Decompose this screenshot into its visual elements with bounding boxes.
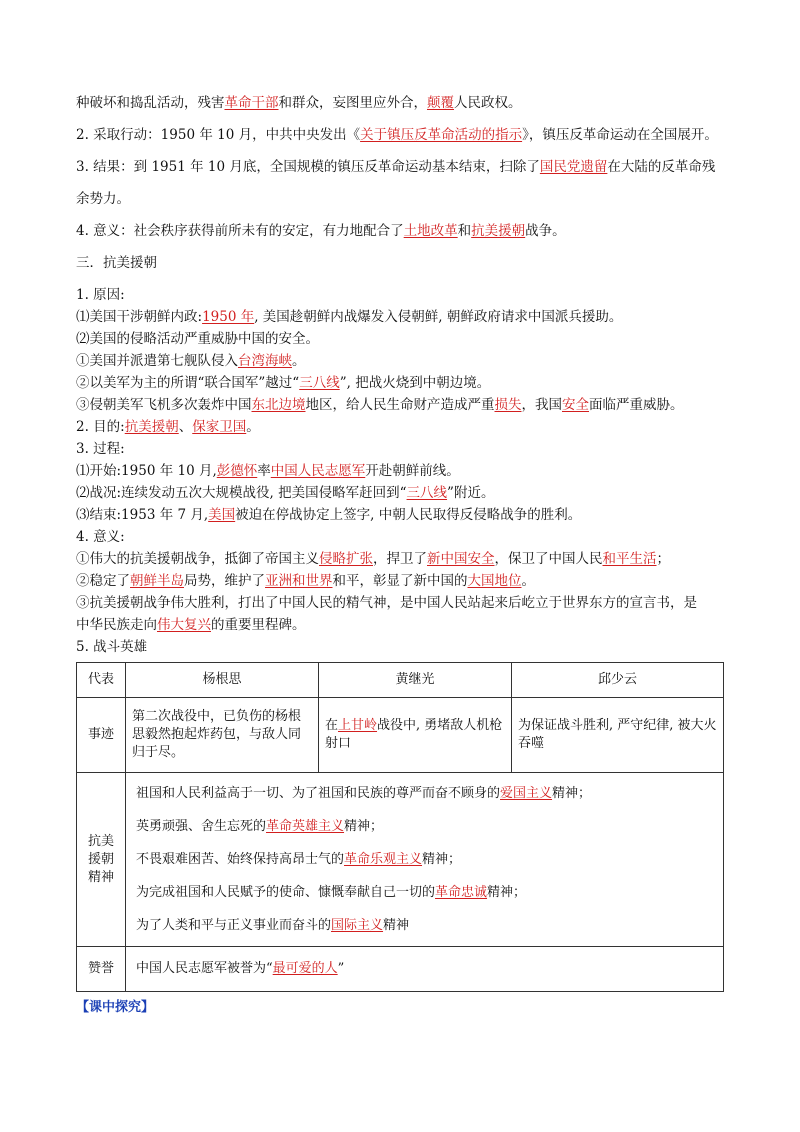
answer-blank: 国际主义 [331,918,384,933]
text: 地区，给人民生命财产造成严重 [305,397,495,413]
text: 种破坏和捣乱活动，残害 [76,95,225,111]
table-cell: 邱少云 [512,663,724,698]
answer-blank: 革命忠诚 [435,885,488,900]
text-line [76,504,726,526]
table-row [77,698,724,773]
answer-blank: 伟大复兴 [157,617,211,633]
text: 局势，维护了 [184,573,265,589]
text-line [76,220,726,242]
answer-blank: 爱国主义 [500,786,553,801]
table-row [77,947,724,992]
text-line [76,614,726,636]
table-cell: 为保证战斗胜利, 严守纪律, 被大火吞噬 [512,698,724,773]
table-row [77,773,724,947]
table-cell: 杨根思 [126,663,319,698]
answer-blank: 革命干部 [224,95,279,111]
answer-blank: 台湾海峡 [238,353,292,369]
text: 精神； [487,885,527,900]
text: ，我国 [521,397,562,413]
text-line [76,92,726,114]
table-cell: 黄继光 [319,663,512,698]
text: 在大陆的反革命残 [607,159,716,175]
text: , 美国趁朝鲜内战爆发入侵朝鲜, 朝鲜政府请求中国派兵援助。 [254,309,623,325]
answer-blank: 保家卫国 [192,419,247,435]
subheading-heroes: 5. 战斗英雄 [76,639,148,655]
answer-blank: 上甘岭 [338,718,378,733]
text-line [76,548,726,570]
text: ⑴开始:1950 年 10 月, [76,463,217,479]
text: 中华民族走向 [76,617,157,633]
text-line [76,124,726,146]
spirit-line [136,843,717,876]
heroes-table [76,662,724,992]
text: ； [656,551,670,567]
answer-blank: 1950 年 [202,309,255,325]
text: ⑶结束:1953 年 7 月, [76,507,209,523]
spirit-line [136,810,717,843]
answer-blank: 大国地位 [467,573,522,589]
text: 和 [457,223,472,239]
text: 面临严重威胁。 [589,397,684,413]
text-line [76,482,726,504]
text: ②稳定了 [76,573,130,589]
text-line [76,156,726,178]
text: 被迫在停战协定上签字, 中朝人民取得反侵略战争的胜利。 [235,507,582,523]
answer-blank: 损失 [494,397,522,413]
subheading-cause: 1. 原因: [76,287,125,303]
text-line [76,394,726,416]
document-page [76,92,726,1015]
text-line [76,350,726,372]
table-cell: 赞誉 [77,947,126,992]
answer-blank: 三八线 [406,485,448,501]
answer-blank: 新中国安全 [427,551,495,567]
text: 。 [292,353,306,369]
text: 率 [257,463,271,479]
text-line [76,570,726,592]
table-cell [126,773,724,947]
answer-blank: 革命英雄主义 [266,819,345,834]
text: 2. 采取行动：1950 年 10 月，中共中央发出《 [76,127,361,143]
text: 精神； [552,786,592,801]
table-cell: 第二次战役中，已负伤的杨根思毅然抱起炸药包，与敌人同归于尽。 [126,698,319,773]
answer-blank: 东北边境 [251,397,306,413]
text: ①伟大的抗美援朝战争，抵御了帝国主义 [76,551,319,567]
answer-blank: 中国人民志愿军 [270,463,366,479]
text: 战役中, 勇堵敌人机枪射口 [325,718,503,751]
text: 4. 意义：社会秩序获得前所未有的安定，有力地配合了 [76,223,404,239]
text: 的重要里程碑。 [211,617,306,633]
text: 为完成祖国和人民赋予的使命、慷慨奉献自己一切的 [136,885,436,900]
text: 战争。 [525,223,566,239]
text-line [76,372,726,394]
table-cell: 抗美援朝精神 [77,773,126,947]
subheading-process: 3. 过程: [76,441,125,457]
text: 和平，彰显了新中国的 [332,573,468,589]
text: 英勇顽强、舍生忘死的 [136,819,267,834]
text-line: ③抗美援朝战争伟大胜利，打出了中国人民的精气神，是中国人民站起来后屹立于世界东方的宣言书，是 [76,595,697,611]
text: 人民政权。 [454,95,522,111]
answer-blank: 侵略扩张 [319,551,373,567]
section-heading: 三．抗美援朝 [76,255,157,271]
text: 为了人类和平与正义事业而奋斗的 [136,918,332,933]
answer-blank: 彭德怀 [216,463,258,479]
text: 》，镇压反革命运动在全国展开。 [522,127,718,143]
text: 不畏艰难困苦、始终保持高昂士气的 [136,852,345,867]
text: 精神 [383,918,410,933]
answer-blank: 关于镇压反革命活动的指示 [360,127,523,143]
text: 。 [246,419,260,435]
answer-blank: 抗美援朝 [471,223,526,239]
answer-blank: 亚洲和世界 [265,573,333,589]
text: ”, 把战火烧到中朝边境。 [339,375,491,391]
text: 精神； [344,819,384,834]
text: ”附近。 [447,485,495,501]
answer-blank: 最可爱的人 [272,961,338,976]
text: 3. 结果：到 1951 年 10 月底，全国规模的镇压反革命运动基本结束，扫除了 [76,159,540,175]
answer-blank: 朝鲜半岛 [130,573,184,589]
spirit-line [136,777,717,810]
text: 在 [325,718,339,733]
text: ②以美军为主的所谓“联合国军”越过“ [76,375,300,391]
section-label: 【课中探究】 [76,1000,155,1015]
answer-blank: 革命乐观主义 [344,852,423,867]
table-cell: 事迹 [77,698,126,773]
text: 和群众，妄图里应外合， [278,95,427,111]
table-cell [126,947,724,992]
text: ①美国并派遣第七舰队侵入 [76,353,238,369]
answer-blank: 土地改革 [403,223,458,239]
text: ⑵战况:连续发动五次大规模战役, 把美国侵略军赶回到“ [76,485,407,501]
text: 精神； [422,852,462,867]
answer-blank: 抗美援朝 [124,419,179,435]
text: 2. 目的: [76,419,125,435]
text-line: ⑵美国的侵略活动严重威胁中国的安全。 [76,331,319,347]
answer-blank: 美国 [208,507,236,523]
table-header-row [77,663,724,698]
text-line: 余势力。 [76,191,130,207]
text: ⑴美国干涉朝鲜内政: [76,309,203,325]
subheading-significance: 4. 意义: [76,529,125,545]
answer-blank: 安全 [562,397,589,413]
answer-blank: 颠覆 [427,95,454,111]
spirit-line [136,876,717,909]
text-line [76,416,726,438]
text: 、 [178,419,193,435]
text-line [76,460,726,482]
text: 中国人民志愿军被誉为“ [136,961,273,976]
table-cell: 代表 [77,663,126,698]
text: ，保卫了中国人民 [494,551,603,567]
text-line [76,306,726,328]
text: ” [337,961,345,976]
text: 祖国和人民利益高于一切、为了祖国和民族的尊严而奋不顾身的 [136,786,501,801]
text: 。 [521,573,535,589]
text: ，捍卫了 [373,551,427,567]
answer-blank: 三八线 [299,375,340,391]
answer-blank: 和平生活 [602,551,657,567]
answer-blank: 国民党遗留 [539,159,608,175]
spirit-line [136,909,717,942]
table-cell [319,698,512,773]
text: ③侵朝美军飞机多次轰炸中国 [76,397,252,413]
text: 开赴朝鲜前线。 [365,463,460,479]
